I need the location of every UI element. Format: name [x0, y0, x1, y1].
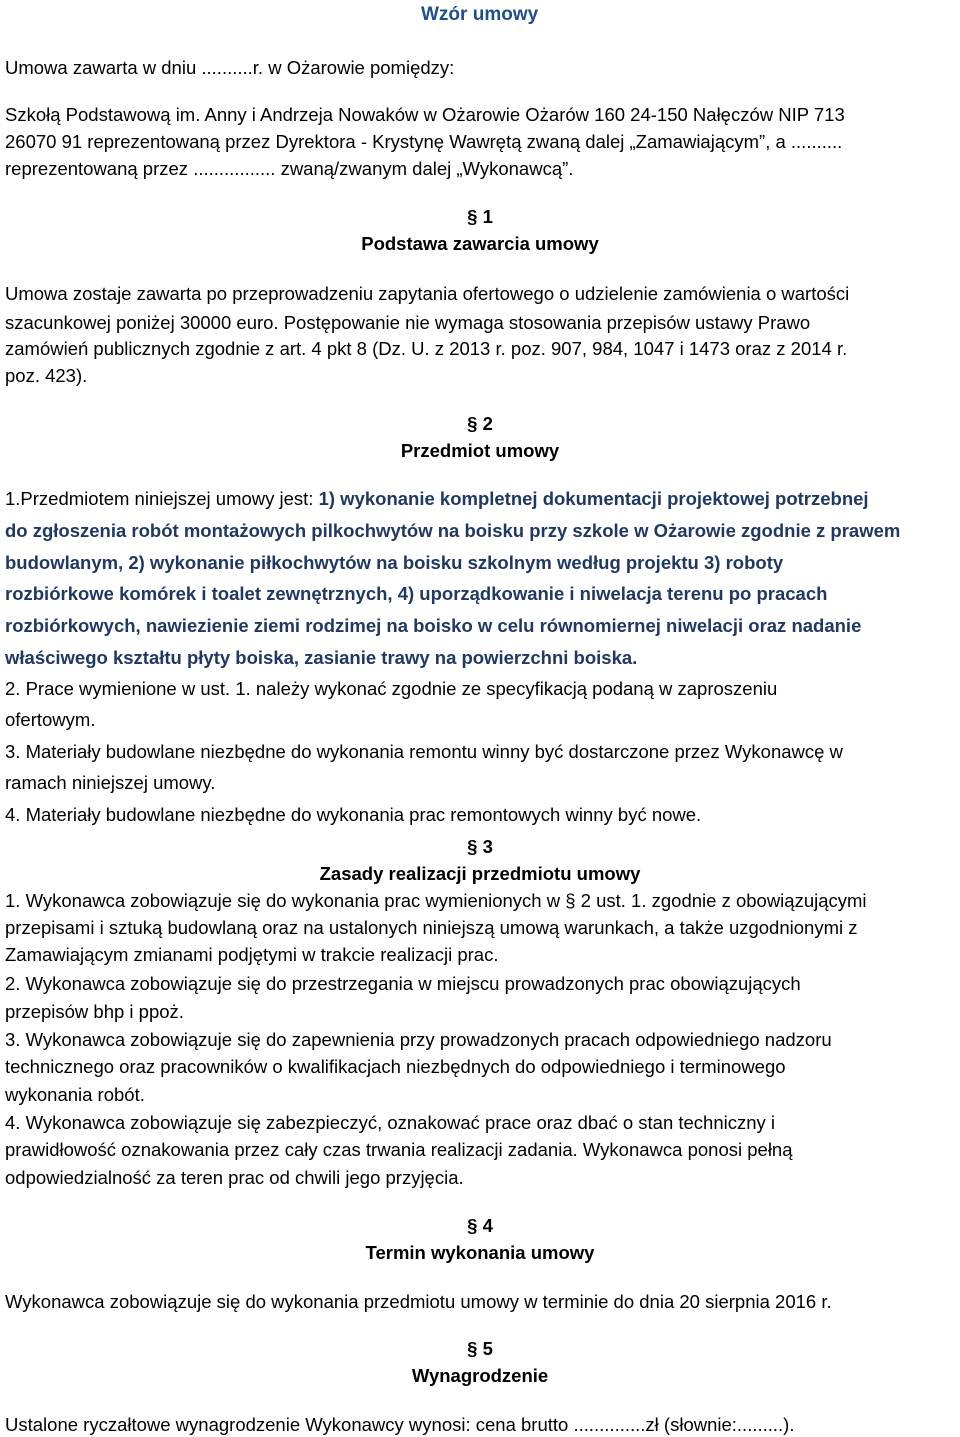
section-text-line: 3. Materiały budowlane niezbędne do wykonania remontu winny być dostarczone przez Wykonawcę w [5, 741, 843, 762]
item-1-prefix: 1.Przedmiotem niniejszej umowy jest: [5, 488, 319, 509]
section-text-line: przepisami i sztuką budowlaną oraz na ustalonych niniejszą umową warunkach, a także uzgodnionymi z [5, 917, 858, 938]
section-text-line: zamówień publicznych zgodnie z art. 4 pkt 8 (Dz. U. z 2013 r. poz. 907, 984, 1047 i 1473 oraz z 2014 r. [5, 338, 848, 359]
section-2-bold-line: właściwego kształtu płyty boiska, zasianie trawy na powierzchni boiska. [5, 647, 638, 668]
section-2-item-1-line [5, 488, 869, 510]
section-text-line: 3. Wykonawca zobowiązuje się do zapewnienia przy prowadzonych pracach odpowiedniego nadzoru [5, 1029, 832, 1050]
section-text-line: 4. Materiały budowlane niezbędne do wykonania prac remontowych winny być nowe. [5, 804, 702, 825]
section-number: § 3 [467, 836, 493, 857]
intro-party-line: reprezentowaną przez ................ zwaną/zwanym dalej „Wykonawcą”. [5, 158, 574, 179]
section-heading: Zasady realizacji przedmiotu umowy [319, 863, 641, 884]
section-text-line: Zamawiającym zmianami podjętymi w trakcie realizacji prac. [5, 944, 499, 965]
section-text-line: prawidłowość oznakowania przez cały czas trwania realizacji zadania. Wykonawca ponosi pełną [5, 1139, 793, 1160]
section-heading: Przedmiot umowy [400, 440, 560, 461]
section-text-line: Ustalone ryczałtowe wynagrodzenie Wykonawcy wynosi: cena brutto ..............zł (słownie:.........). [5, 1414, 795, 1435]
section-number: § 2 [467, 413, 493, 434]
section-text-line: szacunkowej poniżej 30000 euro. Postępowanie nie wymaga stosowania przepisów ustawy Prawo [5, 312, 811, 333]
document-title: Wzór umowy [421, 4, 539, 25]
section-text-line: poz. 423). [5, 365, 88, 386]
section-text-line: ofertowym. [5, 709, 96, 730]
section-text-line: ramach niniejszej umowy. [5, 772, 216, 793]
section-text-line: 2. Wykonawca zobowiązuje się do przestrzegania w miejscu prowadzonych prac obowiązujących [5, 973, 801, 994]
section-2-bold-line: do zgłoszenia robót montażowych pilkochwytów na boisku przy szkole w Ożarowie zgodnie z prawem [5, 520, 901, 541]
section-heading: Podstawa zawarcia umowy [361, 233, 599, 254]
intro-party-line: 26070 91 reprezentowaną przez Dyrektora - Krystynę Wawrętą zwaną dalej „Zamawiającym”, a .......... [5, 131, 843, 152]
intro-date-line: Umowa zawarta w dniu ..........r. w Ożarowie pomiędzy: [5, 57, 455, 78]
section-text-line: 2. Prace wymienione w ust. 1. należy wykonać zgodnie ze specyfikacją podaną w zaproszeniu [5, 678, 778, 699]
section-text-line: technicznego oraz pracowników o kwalifikacjach niezbędnych do odpowiedniego i terminowego [5, 1056, 786, 1077]
section-2-bold-line: budowlanym, 2) wykonanie piłkochwytów na boisku szkolnym według projektu 3) roboty [5, 552, 784, 573]
section-text-line: Umowa zostaje zawarta po przeprowadzeniu zapytania ofertowego o udzielenie zamówienia o wartości [5, 283, 850, 304]
section-text-line: 1. Wykonawca zobowiązuje się do wykonania prac wymienionych w § 2 ust. 1. zgodnie z obowiązującymi [5, 890, 867, 911]
section-text-line: 4. Wykonawca zobowiązuje się zabezpieczyć, oznakować prace oraz dbać o stan techniczny i [5, 1112, 776, 1133]
section-text-line: odpowiedzialność za teren prac od chwili jego przyjęcia. [5, 1167, 464, 1188]
section-text-line: wykonania robót. [5, 1084, 145, 1105]
section-2-bold-line: rozbiórkowe komórek i toalet zewnętrznych, 4) uporządkowanie i niwelacja terenu po pracach [5, 583, 828, 604]
section-text-line: przepisów bhp i ppoż. [5, 1001, 184, 1022]
section-heading: Wynagrodzenie [411, 1365, 549, 1386]
section-2-bold-line: rozbiórkowych, nawiezienie ziemi rodzimej na boisko w celu równomiernej niwelacji oraz nadanie [5, 615, 862, 636]
section-heading: Termin wykonania umowy [365, 1242, 595, 1263]
section-number: § 5 [467, 1338, 493, 1359]
section-text-line: Wykonawca zobowiązuje się do wykonania przedmiotu umowy w terminie do dnia 20 sierpnia 2016 r. [5, 1291, 832, 1312]
section-number: § 4 [467, 1215, 493, 1236]
section-number: § 1 [467, 206, 493, 227]
intro-party-line: Szkołą Podstawową im. Anny i Andrzeja Nowaków w Ożarowie Ożarów 160 24-150 Nałęczów NIP 713 [5, 104, 845, 125]
item-1-bold-text: 1) wykonanie kompletnej dokumentacji projektowej potrzebnej [318, 488, 869, 509]
